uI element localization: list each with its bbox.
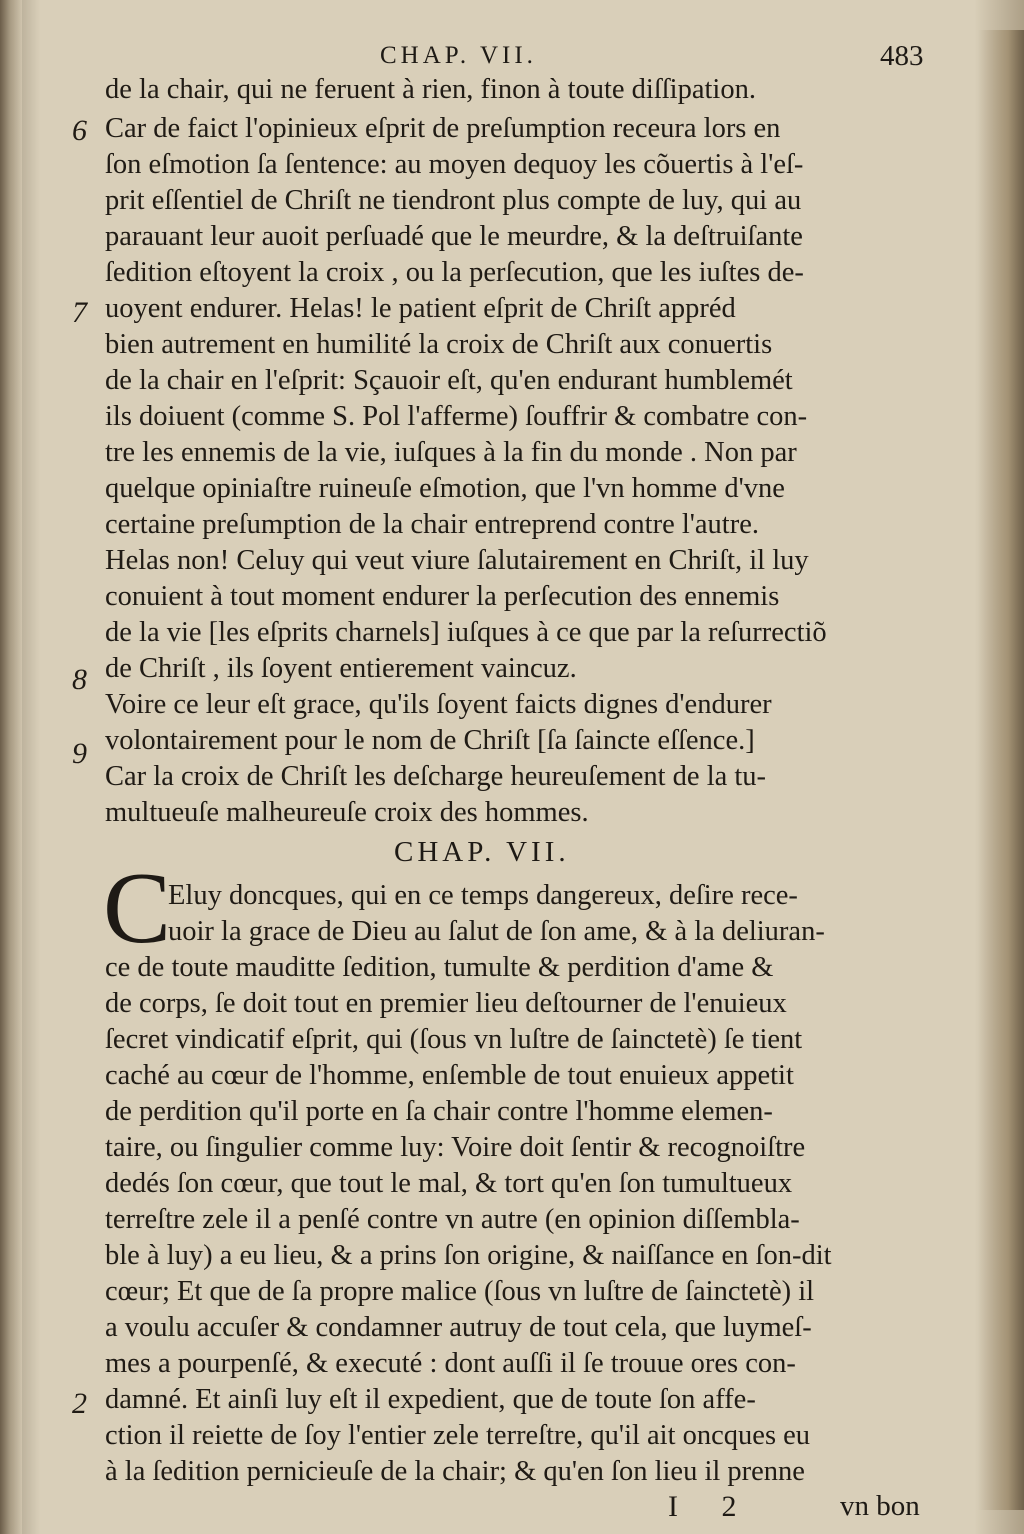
page-edge-shadow [978,30,1024,1510]
verse-number: 2 [72,1387,87,1420]
text-line: Helas non! Celuy qui veut viure ſalutairement en Chriſt, il luy [105,545,809,576]
text-line: a voulu accuſer & condamner autruy de tout cela, que luymeſ- [105,1312,812,1343]
text-line: quelque opiniaſtre ruineuſe eſmotion, que l'vn homme d'vne [105,473,785,504]
text-line: cœur; Et que de ſa propre malice (ſous vn luſtre de ſainctetè) il [105,1276,815,1307]
verse-number: 9 [72,737,87,770]
text-line: ce de toute mauditte ſedition, tumulte & perdition d'ame & [105,952,774,983]
text-line: certaine preſumption de la chair entreprend contre l'autre. [105,509,759,540]
text-line: taire, ou ſingulier comme luy: Voire doit ſentir & recognoiſtre [105,1132,806,1163]
text-line: mes a pourpenſé, & executé : dont auſſi il ſe trouue ores con- [105,1348,796,1379]
running-head: CHAP. VII. [380,42,537,69]
text-line: bien autrement en humilité la croix de Chriſt aux conuertis [105,329,773,360]
text-line: Car la croix de Chriſt les deſcharge heureuſement de la tu- [105,761,767,792]
verse-number: 6 [72,114,87,147]
verse-number: 7 [72,296,87,329]
text-line: de corps, ſe doit tout en premier lieu deſtourner de l'enuieux [105,988,787,1019]
text-line: conuient à tout moment endurer la perſecution des ennemis [105,581,780,612]
text-line: ſecret vindicatif eſprit, qui (ſous vn luſtre de ſainctetè) ſe tient [105,1024,803,1055]
text-line: uoir la grace de Dieu au ſalut de ſon ame, & à la deliuran- [168,916,825,947]
chapter-heading: CHAP. VII. [394,836,570,868]
text-line: de perdition qu'il porte en ſa chair contre l'homme elemen- [105,1096,773,1127]
text-line: ils doiuent (comme S. Pol l'afferme) ſouffrir & combatre con- [105,401,808,432]
text-line: parauant leur auoit perſuadé que le meurdre, & la deſtruiſante [105,221,803,252]
text-line: de la vie [les eſprits charnels] iuſques à ce que par la reſurrectiõ [105,617,827,648]
text-line: uoyent endurer. Helas! le patient eſprit de Chriſt appréd [105,293,736,324]
text-line: multueuſe malheureuſe croix des hommes. [105,797,589,828]
text-line: de la chair, qui ne feruent à rien, finon à toute diſſipation. [105,74,756,105]
binding-gutter [0,0,22,1534]
text-line: dedés ſon cœur, que tout le mal, & tort qu'en ſon tumultueux [105,1168,793,1199]
text-line: Car de faict l'opinieux eſprit de preſumption receura lors en [105,113,781,144]
verse-number: 8 [72,663,87,696]
signature-mark: I 2 [668,1490,755,1523]
text-line: ction il reiette de ſoy l'entier zele terreſtre, qu'il ait oncques eu [105,1420,811,1451]
text-line: damné. Et ainſi luy eſt il expedient, que de toute ſon affe- [105,1384,756,1415]
text-line: ble à luy) a eu lieu, & a prins ſon origine, & naiſſance en ſon-dit [105,1240,832,1271]
text-line: tre les ennemis de la vie, iuſques à la fin du monde . Non par [105,437,797,468]
drop-cap: C [103,852,172,965]
catchword: vn bon [840,1490,920,1522]
text-line: à la ſedition pernicieuſe de la chair; & qu'en ſon lieu il prenne [105,1456,805,1487]
text-line: de la chair en l'eſprit: Sçauoir eſt, qu'en endurant humblemét [105,365,793,396]
text-line: Eluy doncques, qui en ce temps dangereux, deſire rece- [168,880,798,911]
text-line: de Chriſt , ils ſoyent entierement vaincuz. [105,653,577,684]
text-line: ſedition eſtoyent la croix , ou la perſecution, que les iuſtes de- [105,257,804,288]
text-line: ſon eſmotion ſa ſentence: au moyen dequoy les cõuertis à l'eſ- [105,149,804,180]
text-line: caché au cœur de l'homme, enſemble de tout enuieux appetit [105,1060,794,1091]
text-line: prit eſſentiel de Chriſt ne tiendront plus compte de luy, qui au [105,185,802,216]
page-number: 483 [880,40,924,72]
text-line: Voire ce leur eſt grace, qu'ils ſoyent faicts dignes d'endurer [105,689,772,720]
text-line: terreſtre zele il a penſé contre vn autre (en opinion diſſembla- [105,1204,800,1235]
text-line: volontairement pour le nom de Chriſt [ſa ſaincte eſſence.] [105,725,755,756]
